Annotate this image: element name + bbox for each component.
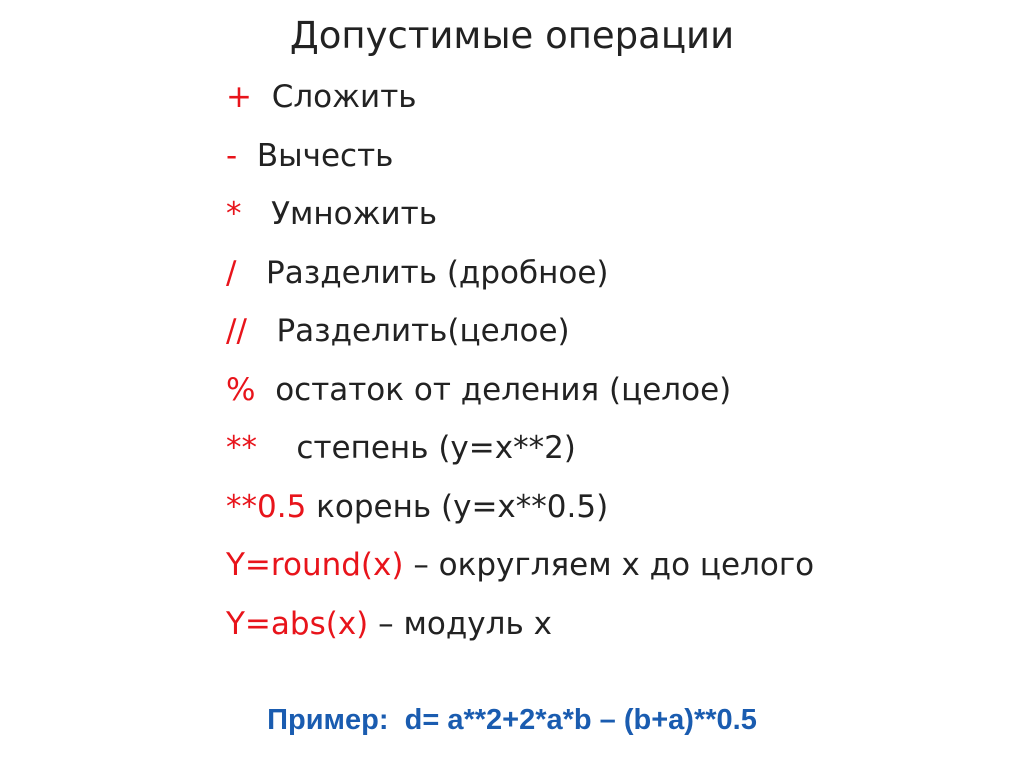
operation-separator (368, 606, 378, 642)
operation-row-divide (226, 249, 814, 308)
operation-row-root (226, 483, 814, 542)
operation-description: Разделить(целое) (276, 313, 570, 349)
operation-description: Вычесть (256, 137, 394, 174)
operation-symbol: **0.5 (226, 488, 307, 525)
operation-separator (403, 547, 413, 583)
operation-symbol: + (226, 79, 252, 115)
operation-symbol: Y=abs(x) (226, 605, 369, 642)
operation-row-power (226, 424, 814, 483)
operation-row-floor-divide (226, 307, 814, 366)
operation-symbol: - (226, 137, 238, 174)
operation-description: Разделить (дробное) (266, 254, 609, 291)
operation-symbol: * (226, 196, 242, 232)
operation-separator (236, 255, 266, 291)
operation-separator (306, 489, 316, 525)
operation-row-subtract (226, 132, 814, 191)
example-line (0, 700, 1024, 740)
operation-symbol: // (226, 313, 247, 349)
operation-description: – округляем x до целого (413, 547, 815, 583)
operation-separator (237, 138, 257, 174)
operation-symbol: Y=round(x) (226, 547, 404, 583)
operation-symbol: / (226, 254, 237, 291)
operation-row-abs (226, 600, 814, 659)
operation-description: Сложить (271, 79, 417, 115)
operation-symbol: % (226, 371, 256, 408)
operation-row-multiply (226, 190, 814, 249)
operation-description: Умножить (271, 196, 437, 232)
operation-separator (257, 430, 296, 466)
operation-row-add (226, 73, 814, 132)
slide-title: Допустимые операции (289, 14, 735, 57)
operation-symbol: ** (226, 430, 257, 466)
operation-description: степень (y=x**2) (296, 430, 576, 466)
operation-separator (252, 79, 272, 115)
operation-separator (242, 196, 272, 232)
example-label: Пример: (267, 704, 389, 736)
operation-description: остаток от деления (целое) (275, 371, 732, 408)
operation-description: корень (y=x**0.5) (316, 488, 609, 525)
operation-row-round (226, 541, 814, 600)
operation-separator (255, 372, 275, 408)
operation-description: – модуль x (378, 605, 552, 642)
example-formula: d= a**2+2*a*b – (b+a)**0.5 (404, 704, 757, 736)
operation-row-modulo (226, 366, 814, 425)
operations-list (226, 73, 814, 658)
operation-separator (247, 313, 277, 349)
